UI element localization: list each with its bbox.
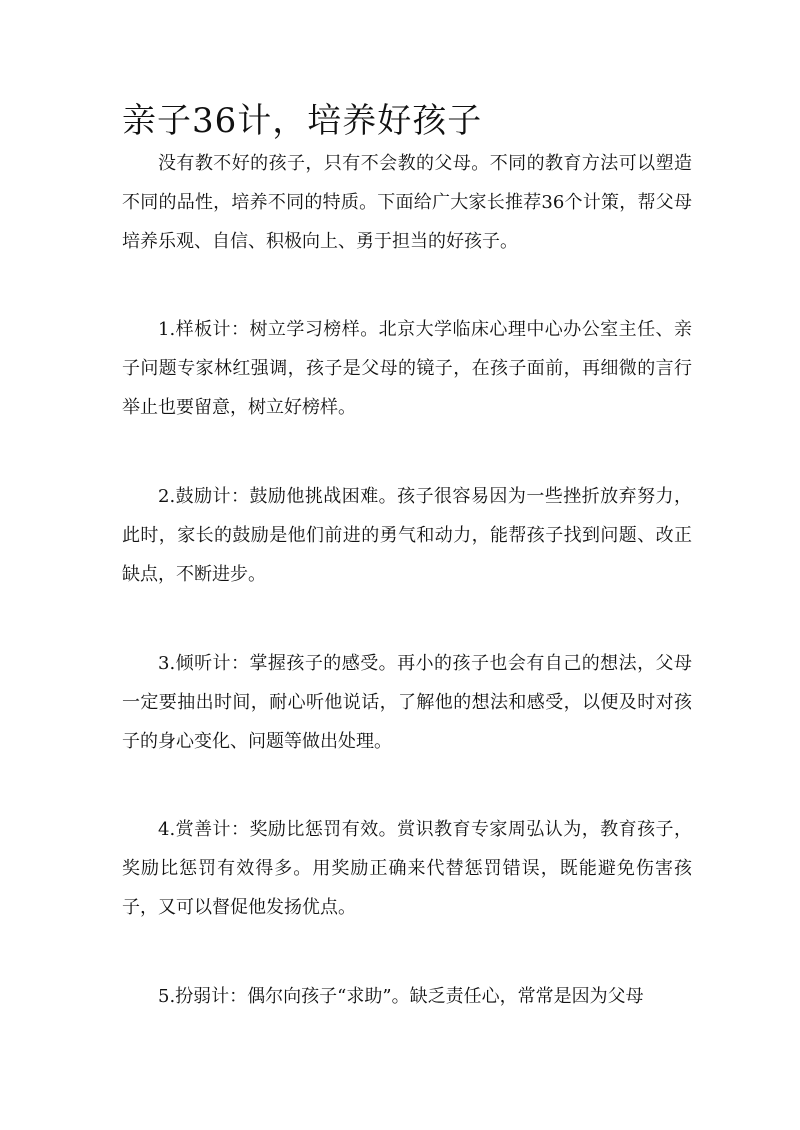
paragraph-strategy-1: 1.样板计：树立学习榜样。北京大学临床心理中心办公室主任、亲子问题专家林红强调，孩子是父母的镜子，在孩子面前，再细微的言行举止也要留意，树立好榜样。 — [122, 319, 692, 418]
intro-paragraph: 没有教不好的孩子，只有不会教的父母。不同的教育方法可以塑造不同的品性，培养不同的特质。下面给广大家长推荐36个计策，帮父母培养乐观、自信、积极向上、勇于担当的好孩子。 — [122, 153, 692, 252]
paragraph-strategy-5: 5.扮弱计：偶尔向孩子“求助”。缺乏责任心，常常是因为父母 — [158, 986, 644, 1007]
paragraph-strategy-2: 2.鼓励计：鼓励他挑战困难。孩子很容易因为一些挫折放弃努力，此时，家长的鼓励是他们前进的勇气和动力，能帮孩子找到问题、改正缺点，不断进步。 — [122, 486, 692, 585]
paragraph-strategy-4: 4.赏善计：奖励比惩罚有效。赏识教育专家周弘认为，教育孩子，奖励比惩罚有效得多。用奖励正确来代替惩罚错误，既能避免伤害孩子，又可以督促他发扬优点。 — [122, 819, 692, 918]
paragraph-strategy-3: 3.倾听计：掌握孩子的感受。再小的孩子也会有自己的想法，父母一定要抽出时间，耐心听他说话，了解他的想法和感受，以便及时对孩子的身心变化、问题等做出处理。 — [122, 653, 692, 752]
document-title: 亲子36计，培养好孩子 — [122, 101, 483, 141]
